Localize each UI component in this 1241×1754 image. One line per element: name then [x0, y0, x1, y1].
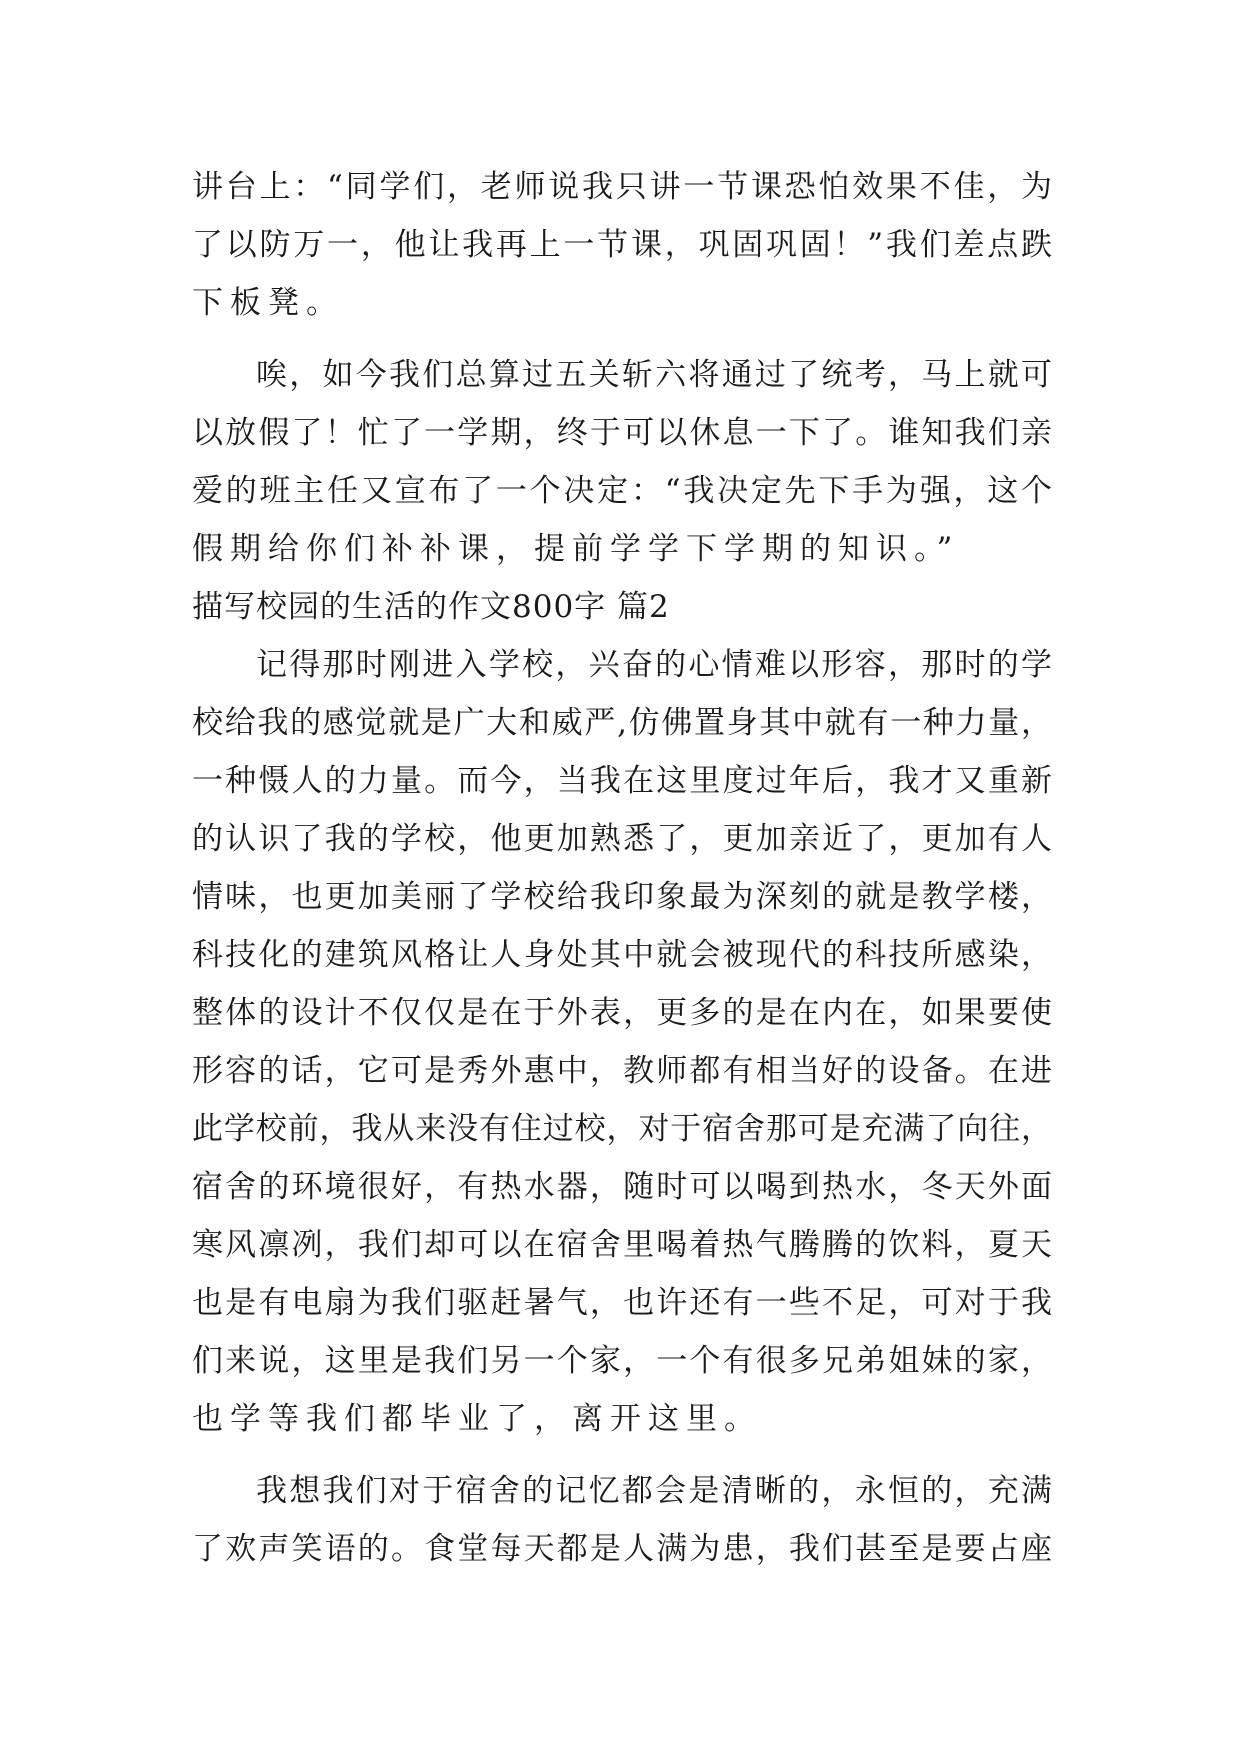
text-line: 假期给你们补补课，提前学学下学期的知识。” — [192, 531, 960, 567]
text-line: 科技化的建筑风格让人身处其中就会被现代的科技所感染， — [192, 937, 1052, 973]
paragraph — [192, 1462, 1052, 1578]
text-line: 讲台上：“同学们，老师说我只讲一节课恐怕效果不佳，为 — [192, 169, 1052, 205]
text-line: 校给我的感觉就是广大和威严,仿佛置身其中就有一种力量， — [192, 705, 1052, 741]
paragraph — [192, 636, 1052, 1448]
text-line: 一种慑人的力量。而今，当我在这里度过年后，我才又重新 — [192, 763, 1052, 799]
text-line: 爱的班主任又宣布了一个决定：“我决定先下手为强，这个 — [192, 473, 1052, 509]
section-heading: 描写校园的生活的作文800字 篇2 — [192, 589, 670, 625]
text-line: 此学校前，我从来没有住过校，对于宿舍那可是充满了向往， — [192, 1111, 1052, 1147]
text-line: 情味，也更加美丽了学校给我印象最为深刻的就是教学楼， — [192, 879, 1052, 915]
text-line: 唉，如今我们总算过五关斩六将通过了统考，马上就可 — [256, 357, 1052, 393]
text-line: 记得那时刚进入学校，兴奋的心情难以形容，那时的学 — [256, 647, 1052, 683]
paragraph — [192, 158, 1052, 332]
text-line: 整体的设计不仅仅是在于外表，更多的是在内在，如果要使 — [192, 995, 1052, 1031]
text-line: 也是有电扇为我们驱赶暑气，也许还有一些不足，可对于我 — [192, 1285, 1052, 1321]
text-line: 下板凳。 — [192, 285, 344, 321]
paragraph — [192, 346, 1052, 578]
text-line: 以放假了！忙了一学期，终于可以休息一下了。谁知我们亲 — [192, 415, 1052, 451]
text-line: 宿舍的环境很好，有热水器，随时可以喝到热水，冬天外面 — [192, 1169, 1052, 1205]
text-line: 我想我们对于宿舍的记忆都会是清晰的，永恒的，充满 — [256, 1473, 1052, 1509]
document-body — [192, 158, 1052, 1578]
text-line: 形容的话，它可是秀外惠中，教师都有相当好的设备。在进 — [192, 1053, 1052, 1089]
text-line: 的认识了我的学校，他更加熟悉了，更加亲近了，更加有人 — [192, 821, 1052, 857]
text-line: 了欢声笑语的。食堂每天都是人满为患，我们甚至是要占座 — [192, 1531, 1052, 1567]
text-line: 寒风凛冽，我们却可以在宿舍里喝着热气腾腾的饮料，夏天 — [192, 1227, 1052, 1263]
text-line: 也学等我们都毕业了，离开这里。 — [192, 1401, 762, 1437]
text-line: 了以防万一，他让我再上一节课，巩固巩固！”我们差点跌 — [192, 227, 1052, 263]
text-line: 们来说，这里是我们另一个家，一个有很多兄弟姐妹的家， — [192, 1343, 1052, 1379]
